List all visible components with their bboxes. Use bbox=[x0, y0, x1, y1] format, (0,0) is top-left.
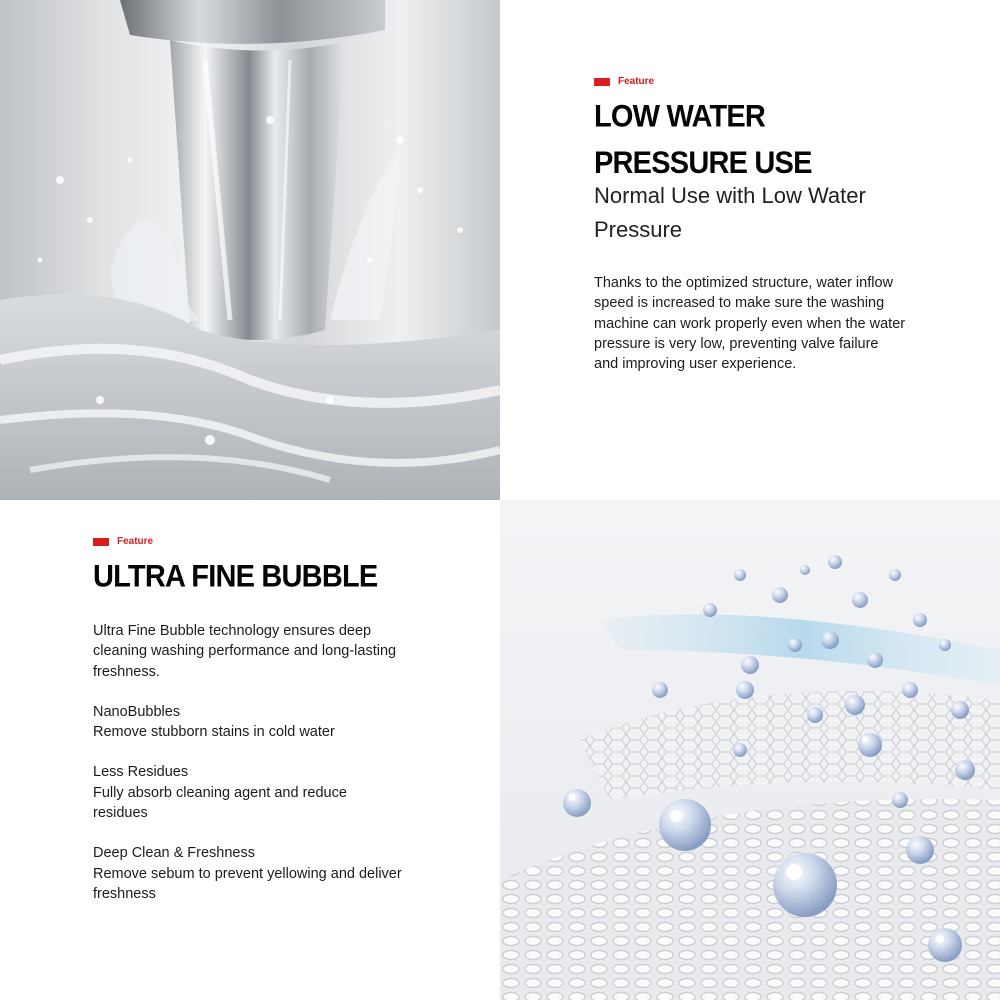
feature-tag-label: Feature bbox=[618, 76, 655, 87]
low-pressure-subtitle: Normal Use with Low Water Pressure bbox=[594, 183, 866, 242]
ultra-fine-intro: Ultra Fine Bubble technology ensures deep cleaning washing performance and long-lasting freshness. bbox=[93, 623, 397, 680]
low-pressure-title: LOW WATER PRESSURE USE bbox=[594, 99, 812, 181]
ultra-fine-panel bbox=[0, 500, 500, 1000]
feature-tag bbox=[93, 536, 153, 547]
point-heading: Deep Clean & Freshness bbox=[93, 845, 255, 862]
feature-tag-label: Feature bbox=[117, 536, 154, 547]
point-item bbox=[93, 843, 403, 904]
point-heading: NanoBubbles bbox=[93, 703, 181, 720]
point-item bbox=[93, 762, 403, 823]
ultra-fine-intro-block bbox=[93, 621, 403, 682]
bubble-fabric-image bbox=[500, 500, 1000, 1000]
point-text: Fully absorb cleaning agent and reduce residues bbox=[93, 784, 347, 822]
feature-tag-bar bbox=[594, 78, 610, 86]
feature-tag-bar bbox=[93, 538, 109, 546]
water-tap-image bbox=[0, 0, 500, 500]
low-pressure-body: Thanks to the optimized structure, water inflow speed is increased to make sure the washing machine can work properly even when the water pressure is very low, preventing valve failure and improving user experience. bbox=[594, 275, 906, 373]
ultra-fine-body bbox=[93, 621, 403, 924]
ultra-fine-title: ULTRA FINE BUBBLE bbox=[93, 559, 378, 594]
feature-tag bbox=[594, 76, 654, 87]
point-text: Remove stubborn stains in cold water bbox=[93, 724, 335, 741]
low-pressure-panel bbox=[500, 0, 1000, 500]
point-text: Remove sebum to prevent yellowing and deliver freshness bbox=[93, 865, 402, 902]
point-item bbox=[93, 702, 403, 743]
point-heading: Less Residues bbox=[93, 764, 189, 781]
